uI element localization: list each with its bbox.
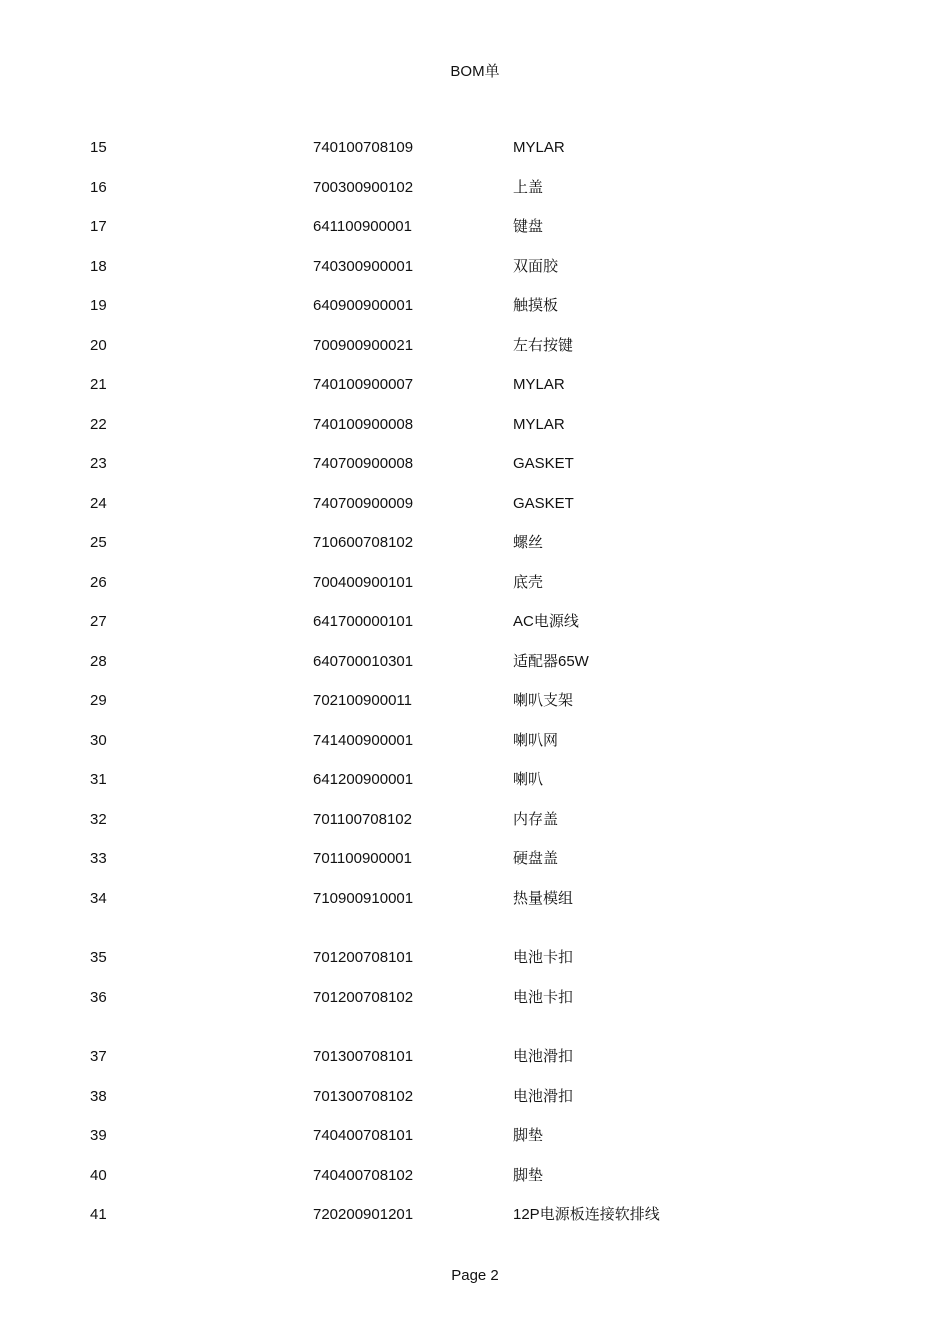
- part-name: 螺丝: [513, 534, 544, 551]
- part-code: 740300900001: [313, 258, 414, 275]
- table-row: [0, 572, 950, 594]
- part-name: 上盖: [513, 179, 544, 196]
- table-row: [0, 947, 950, 969]
- table-row: [0, 769, 950, 791]
- part-name: GASKET: [513, 495, 574, 512]
- part-code: 710900910001: [313, 890, 414, 907]
- part-name: 硬盘盖: [513, 850, 559, 867]
- table-row: [0, 690, 950, 712]
- table-row: [0, 987, 950, 1009]
- table-row: [0, 256, 950, 278]
- table-row: [0, 1125, 950, 1147]
- part-code: 702100900011: [313, 692, 412, 709]
- table-row: [0, 493, 950, 515]
- item-number: 30: [90, 732, 107, 749]
- part-code: 740100900007: [313, 376, 414, 393]
- table-row: [0, 611, 950, 633]
- table-row: [0, 1165, 950, 1187]
- part-code: 640900900001: [313, 297, 414, 314]
- part-code: 740100708109: [313, 139, 414, 156]
- item-number: 29: [90, 692, 107, 709]
- item-number: 35: [90, 949, 107, 966]
- item-number: 21: [90, 376, 107, 393]
- part-name: 触摸板: [513, 297, 559, 314]
- part-name: 双面胶: [513, 258, 559, 275]
- page-number: Page 2: [451, 1267, 499, 1284]
- part-code: 640700010301: [313, 653, 414, 670]
- item-number: 17: [90, 218, 107, 235]
- item-number: 31: [90, 771, 107, 788]
- part-code: 740100900008: [313, 416, 414, 433]
- part-name: 底壳: [513, 574, 544, 591]
- item-number: 26: [90, 574, 107, 591]
- item-number: 24: [90, 495, 107, 512]
- table-row: [0, 414, 950, 436]
- table-row: [0, 1204, 950, 1226]
- page-title: BOM单: [450, 63, 500, 80]
- table-row: [0, 730, 950, 752]
- part-name: 热量模组: [513, 890, 574, 907]
- table-row: [0, 335, 950, 357]
- item-number: 27: [90, 613, 107, 630]
- item-number: 33: [90, 850, 107, 867]
- table-row: [0, 216, 950, 238]
- item-number: 23: [90, 455, 107, 472]
- item-number: 15: [90, 139, 107, 156]
- part-name: 电池卡扣: [513, 949, 574, 966]
- item-number: 36: [90, 989, 107, 1006]
- table-row: [0, 651, 950, 673]
- part-code: 740400708101: [313, 1127, 414, 1144]
- part-code: 741400900001: [313, 732, 414, 749]
- part-code: 700400900101: [313, 574, 414, 591]
- part-code: 720200901201: [313, 1206, 414, 1223]
- part-name: GASKET: [513, 455, 574, 472]
- part-code: 740400708102: [313, 1167, 414, 1184]
- part-name: 电池滑扣: [513, 1088, 574, 1105]
- table-row: [0, 295, 950, 317]
- part-name: AC电源线: [513, 613, 579, 630]
- part-name: 脚垫: [513, 1127, 544, 1144]
- part-code: 641200900001: [313, 771, 414, 788]
- part-name: 左右按键: [513, 337, 574, 354]
- item-number: 34: [90, 890, 107, 907]
- part-name: MYLAR: [513, 139, 565, 156]
- part-code: 641700000101: [313, 613, 414, 630]
- part-name: 脚垫: [513, 1167, 544, 1184]
- part-code: 701100708102: [313, 811, 412, 828]
- part-code: 641100900001: [313, 218, 412, 235]
- part-code: 700300900102: [313, 179, 414, 196]
- part-code: 701200708101: [313, 949, 414, 966]
- table-row: [0, 137, 950, 159]
- part-name: MYLAR: [513, 416, 565, 433]
- item-number: 22: [90, 416, 107, 433]
- part-code: 701300708101: [313, 1048, 414, 1065]
- table-row: [0, 1086, 950, 1108]
- part-name: 12P电源板连接软排线: [513, 1206, 660, 1223]
- item-number: 18: [90, 258, 107, 275]
- part-name: 电池滑扣: [513, 1048, 574, 1065]
- item-number: 16: [90, 179, 107, 196]
- part-code: 701200708102: [313, 989, 414, 1006]
- part-name: 喇叭: [513, 771, 544, 788]
- table-row: [0, 888, 950, 910]
- table-row: [0, 177, 950, 199]
- part-name: 适配器65W: [513, 653, 589, 670]
- table-row: [0, 809, 950, 831]
- item-number: 20: [90, 337, 107, 354]
- part-code: 701300708102: [313, 1088, 414, 1105]
- item-number: 40: [90, 1167, 107, 1184]
- part-name: 喇叭支架: [513, 692, 574, 709]
- part-name: 电池卡扣: [513, 989, 574, 1006]
- part-name: 内存盖: [513, 811, 559, 828]
- part-code: 701100900001: [313, 850, 412, 867]
- item-number: 19: [90, 297, 107, 314]
- item-number: 41: [90, 1206, 107, 1223]
- part-name: MYLAR: [513, 376, 565, 393]
- item-number: 25: [90, 534, 107, 551]
- table-row: [0, 848, 950, 870]
- part-name: 喇叭网: [513, 732, 559, 749]
- table-row: [0, 374, 950, 396]
- part-code: 740700900008: [313, 455, 414, 472]
- part-code: 710600708102: [313, 534, 414, 551]
- part-code: 740700900009: [313, 495, 414, 512]
- table-row: [0, 532, 950, 554]
- item-number: 37: [90, 1048, 107, 1065]
- item-number: 39: [90, 1127, 107, 1144]
- table-row: [0, 453, 950, 475]
- item-number: 38: [90, 1088, 107, 1105]
- part-name: 键盘: [513, 218, 544, 235]
- item-number: 28: [90, 653, 107, 670]
- table-row: [0, 1046, 950, 1068]
- item-number: 32: [90, 811, 107, 828]
- part-code: 700900900021: [313, 337, 414, 354]
